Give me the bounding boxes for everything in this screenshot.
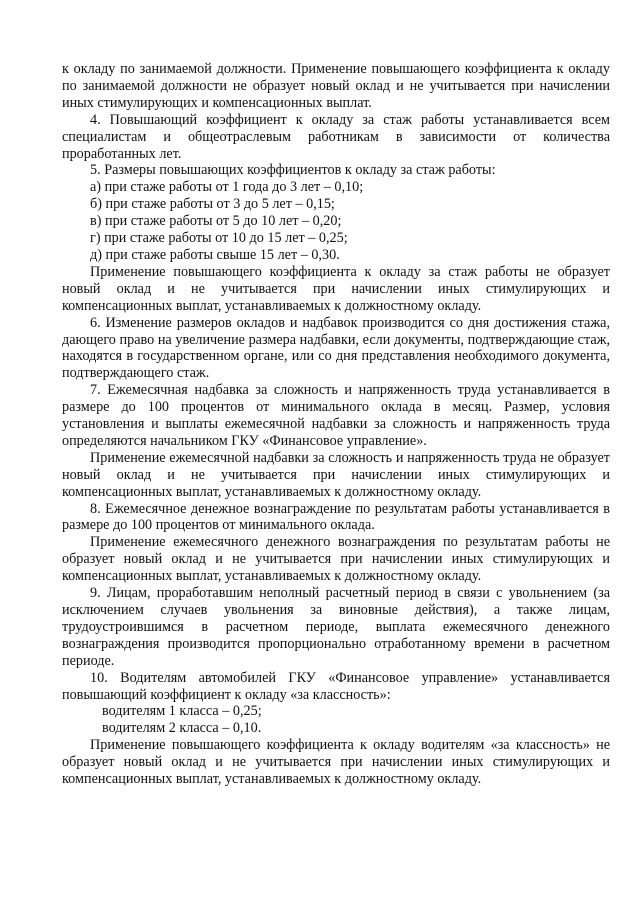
paragraph: Применение повышающего коэффициента к окладу за стаж работы не образует новый оклад и не учитывается при начислении иных стимулирующих и компенсационных выплат, устанавливаемых к должностному окладу.	[62, 263, 610, 314]
paragraph: 6. Изменение размеров окладов и надбавок производится со дня достижения стажа, дающего право на увеличение размера надбавки, если документы, подтверждающие стаж, находятся в государственном органе, или со дня представления необходимого документа, подтверждающего стаж.	[62, 314, 610, 382]
paragraph: 8. Ежемесячное денежное вознаграждение по результатам работы устанавливается в размере до 100 процентов от минимального оклада.	[62, 500, 610, 534]
paragraph: 4. Повышающий коэффициент к окладу за стаж работы устанавливается всем специалистам и общеотраслевым работникам в зависимости от количества проработанных лет.	[62, 111, 610, 162]
paragraph: 9. Лицам, проработавшим неполный расчетный период в связи с увольнением (за исключением случаев увольнения за виновные действия), а также лицам, трудоустроившимся в расчетном периоде, выплата ежемесячного денежного вознаграждения производится пропорционально отработанному времени в расчетном периоде.	[62, 585, 610, 669]
list-item: б) при стаже работы от 3 до 5 лет – 0,15;	[90, 196, 335, 213]
paragraph: Применение повышающего коэффициента к окладу водителям «за классность» не образует новый оклад и не учитывается при начислении иных стимулирующих и компенсационных выплат, устанавливаемых к должностному окладу.	[62, 737, 610, 788]
paragraph: к окладу по занимаемой должности. Применение повышающего коэффициента к окладу по занимаемой должности не образует новый оклад и не учитывается при начислении иных стимулирующих и компенсационных выплат.	[62, 61, 610, 111]
list-item: д) при стаже работы свыше 15 лет – 0,30.	[90, 246, 340, 263]
paragraph: 5. Размеры повышающих коэффициентов к окладу за стаж работы:	[90, 162, 496, 179]
paragraph: Применение ежемесячного денежного вознаграждения по результатам работы не образует новый оклад и не учитывается при начислении иных стимулирующих и компенсационных выплат, устанавливаемых к должностному окладу.	[62, 534, 610, 585]
list-item: а) при стаже работы от 1 года до 3 лет – 0,10;	[90, 179, 364, 196]
list-item: в) при стаже работы от 5 до 10 лет – 0,20;	[90, 213, 342, 230]
list-item: водителям 1 класса – 0,25;	[102, 703, 262, 720]
document-page	[62, 61, 610, 788]
paragraph: Применение ежемесячной надбавки за сложность и напряженность труда не образует новый оклад и не учитывается при начислении иных стимулирующих и компенсационных выплат, устанавливаемых к должностному окладу.	[62, 449, 610, 500]
paragraph: 7. Ежемесячная надбавка за сложность и напряженность труда устанавливается в размере до 100 процентов от минимального оклада в месяц. Размер, условия установления и выплаты ежемесячной надбавки за сложность и напряженность труда определяются начальником ГКУ «Финансовое управление».	[62, 382, 610, 449]
list-item: г) при стаже работы от 10 до 15 лет – 0,25;	[90, 230, 348, 247]
list-item: водителям 2 класса – 0,10.	[102, 720, 262, 737]
paragraph: 10. Водителям автомобилей ГКУ «Финансовое управление» устанавливается повышающий коэффициент к окладу «за классность»:	[62, 669, 610, 703]
